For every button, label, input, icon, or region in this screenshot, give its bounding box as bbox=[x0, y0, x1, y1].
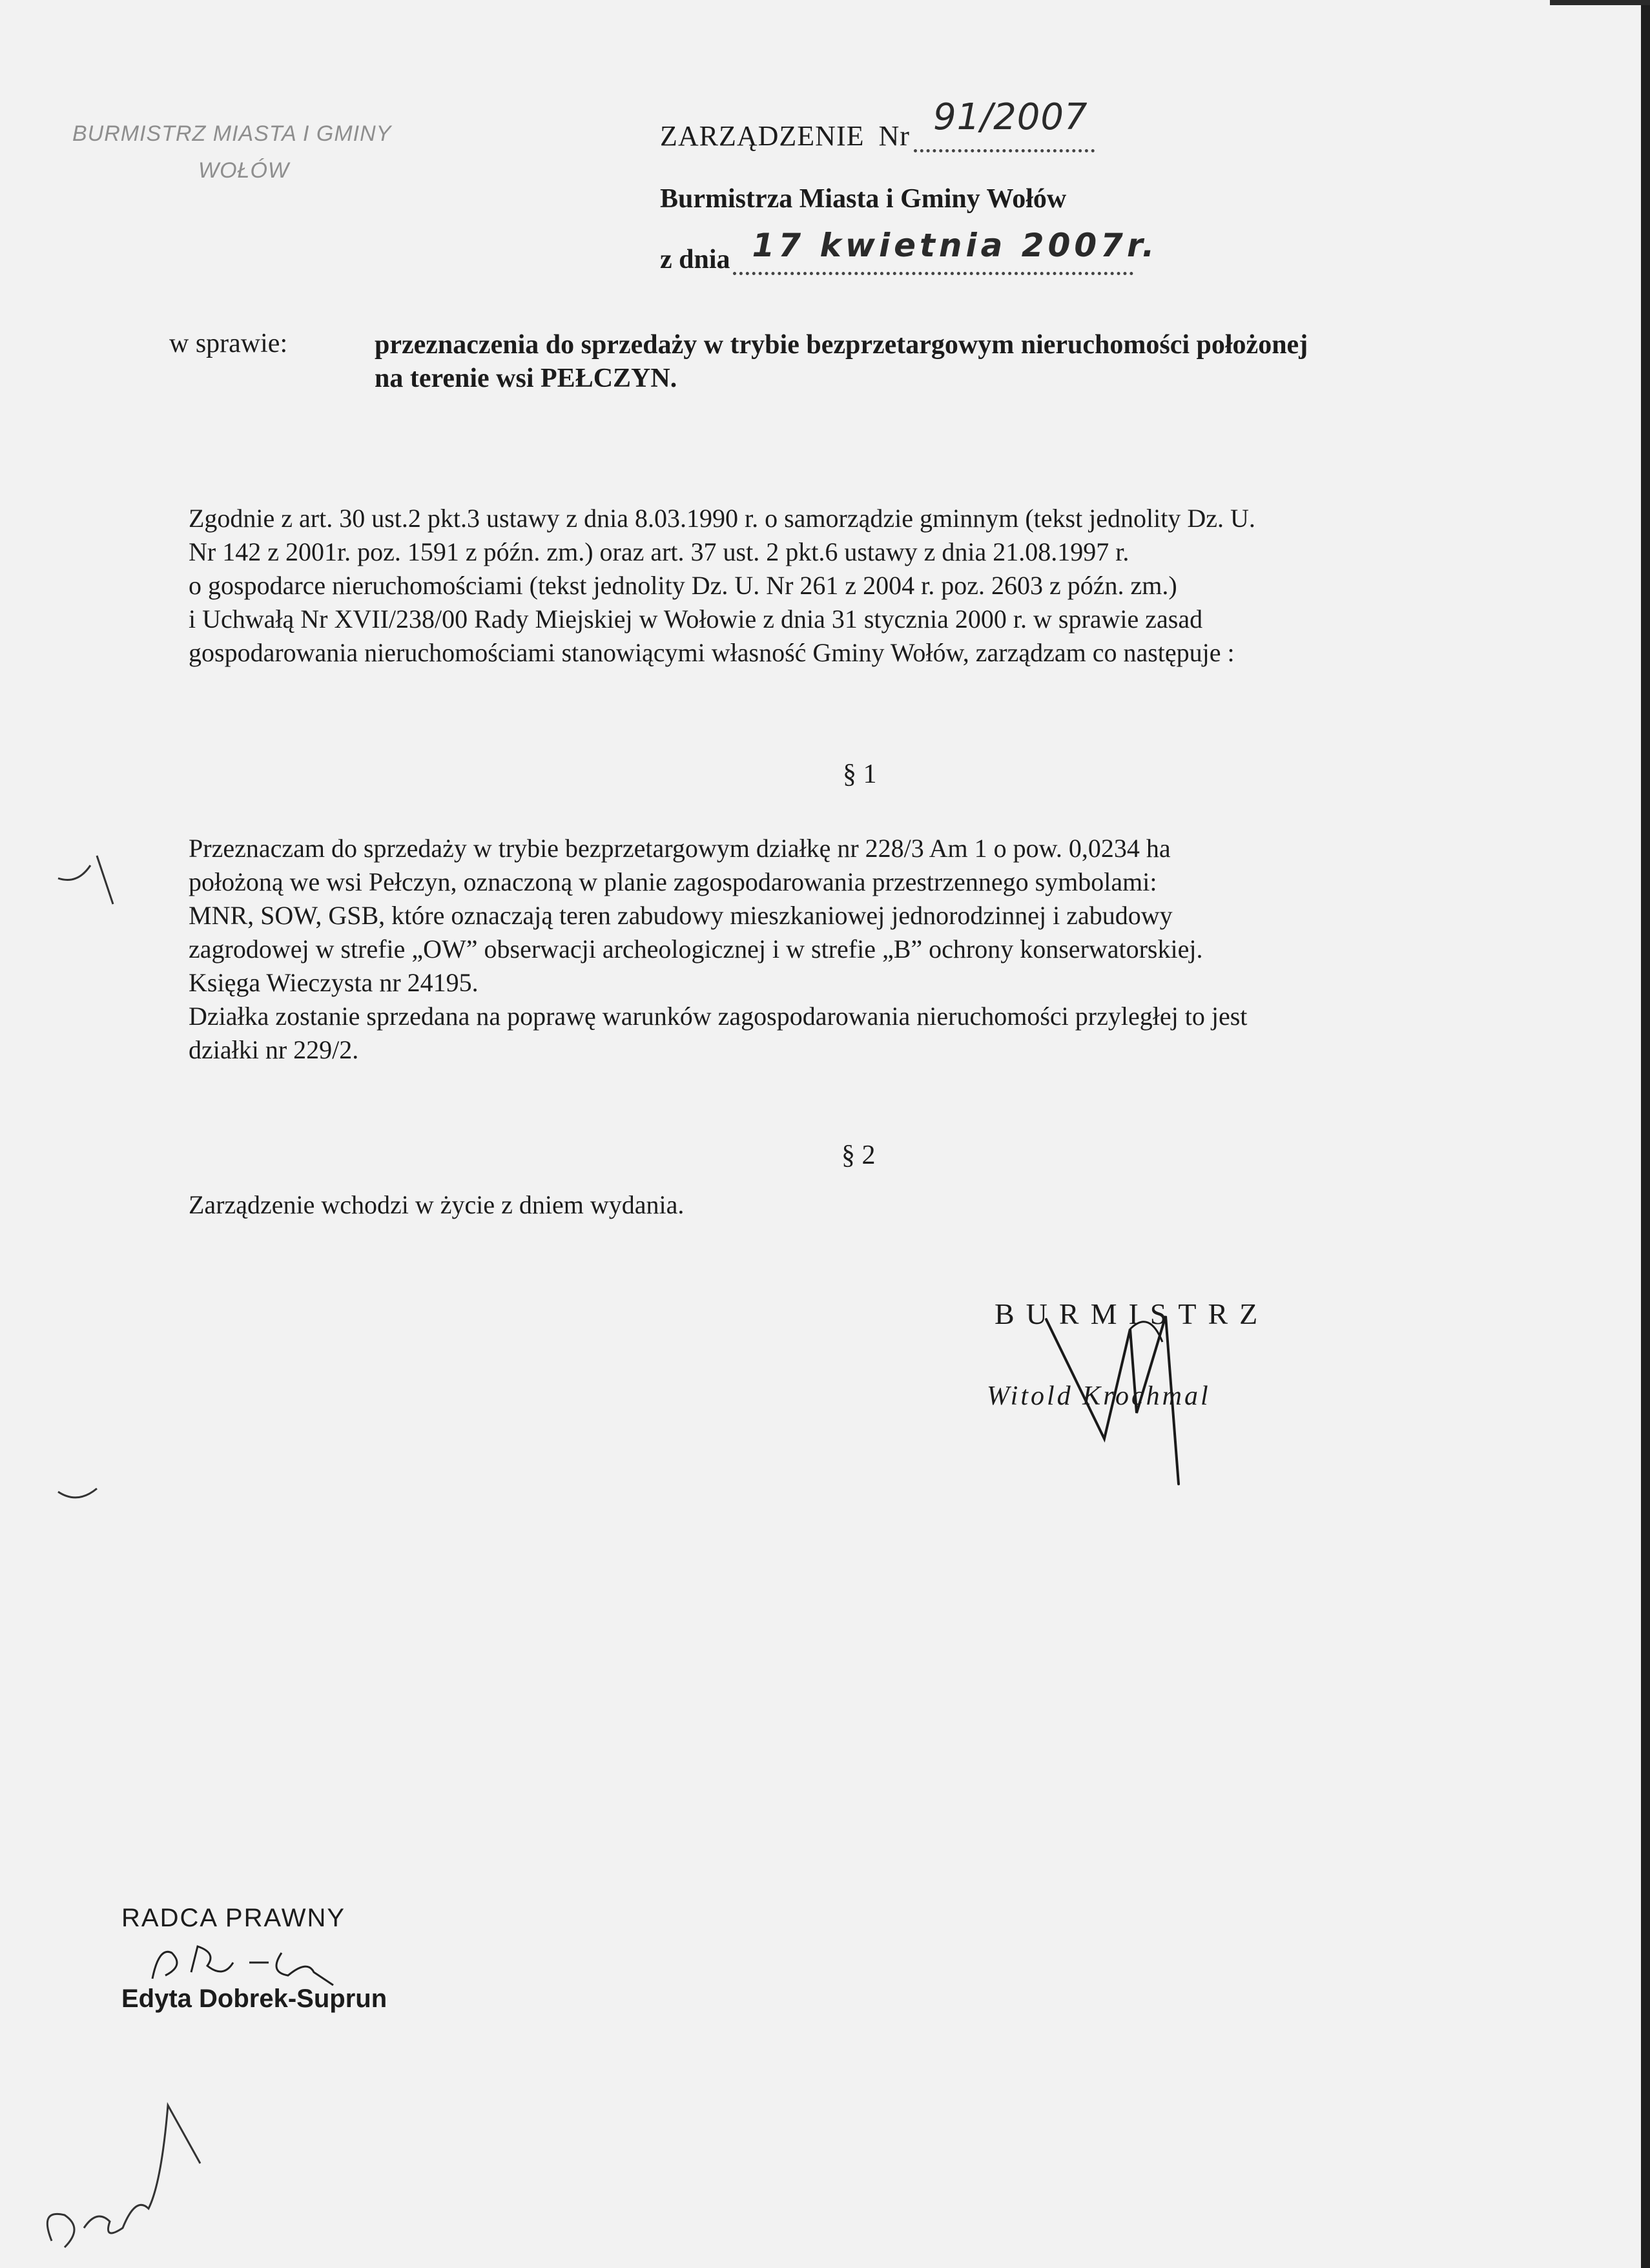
nr-field bbox=[914, 96, 1095, 152]
date-row bbox=[660, 227, 1159, 275]
title-text: ZARZĄDZENIE bbox=[660, 120, 865, 152]
section-1-heading: § 1 bbox=[843, 759, 877, 789]
signature-title: BURMISTRZ bbox=[995, 1297, 1270, 1330]
section-2-heading: § 2 bbox=[841, 1140, 876, 1170]
legal-advisor-block bbox=[121, 1904, 387, 2014]
section-2-body bbox=[189, 1188, 1542, 1222]
subject-line: na terenie wsi PEŁCZYN. bbox=[375, 364, 677, 393]
date-handwritten: 17 kwietnia 2007r. bbox=[752, 227, 1159, 264]
scan-edge bbox=[1641, 0, 1650, 2268]
text-line: i Uchwałą Nr XVII/238/00 Rady Miejskiej w Wołowie z dnia 31 stycznia 2000 r. w sprawie zasad bbox=[189, 604, 1203, 634]
text-line: Zarządzenie wchodzi w życie z dniem wydania. bbox=[189, 1190, 685, 1219]
text-line: gospodarowania nieruchomościami stanowiącymi własność Gminy Wołów, zarządzam co następuje : bbox=[189, 638, 1235, 667]
margin-check-mark-icon bbox=[52, 840, 129, 911]
nr-handwritten: 91/2007 bbox=[933, 96, 1088, 138]
document-title bbox=[660, 96, 1133, 152]
nr-label: Nr bbox=[878, 120, 910, 152]
document-header bbox=[660, 96, 1159, 275]
legal-basis-paragraph bbox=[189, 502, 1542, 670]
issuer-stamp bbox=[72, 121, 460, 183]
text-line: działki nr 229/2. bbox=[189, 1035, 359, 1064]
margin-mark-icon bbox=[52, 1479, 110, 1518]
stamp-line-1: BURMISTRZ MIASTA I GMINY bbox=[72, 121, 392, 146]
text-line: położoną we wsi Pełczyn, oznaczoną w planie zagospodarowania przestrzennego symbolami: bbox=[189, 867, 1157, 896]
legal-advisor-handwritten-signature-icon bbox=[146, 1940, 378, 1992]
subject-label: w sprawie: bbox=[169, 329, 288, 358]
text-line: Nr 142 z 2001r. poz. 1591 z późn. zm.) oraz art. 37 ust. 2 pkt.6 ustawy z dnia 21.08.1997 r. bbox=[189, 537, 1129, 566]
text-line: Działka zostanie sprzedana na poprawę warunków zagospodarowania nieruchomości przyległej to jest bbox=[189, 1002, 1248, 1031]
mayor-handwritten-signature-icon bbox=[1033, 1290, 1227, 1490]
subject-text bbox=[375, 328, 1569, 395]
initials-scribble-icon bbox=[26, 2079, 232, 2260]
text-line: Zgodnie z art. 30 ust.2 pkt.3 ustawy z dnia 8.03.1990 r. o samorządzie gminnym (tekst jednolity Dz. U. bbox=[189, 504, 1255, 533]
subject-line: przeznaczenia do sprzedaży w trybie bezprzetargowym nieruchomości położonej bbox=[375, 330, 1308, 360]
text-line: Księga Wieczysta nr 24195. bbox=[189, 968, 479, 997]
text-line: zagrodowej w strefie „OW” obserwacji archeologicznej i w strefie „B” ochrony konserwatorskiej. bbox=[189, 934, 1203, 964]
text-line: Przeznaczam do sprzedaży w trybie bezprzetargowym działkę nr 228/3 Am 1 o pow. 0,0234 ha bbox=[189, 834, 1171, 863]
legal-advisor-name: Edyta Dobrek-Suprun bbox=[121, 1984, 387, 2013]
text-line: MNR, SOW, GSB, które oznaczają teren zabudowy mieszkaniowej jednorodzinnej i zabudowy bbox=[189, 901, 1173, 930]
document-subtitle: Burmistrza Miasta i Gminy Wołów bbox=[660, 184, 1067, 214]
stamp-line-2: WOŁÓW bbox=[198, 158, 289, 183]
signature-name: Witold Krochmal bbox=[987, 1381, 1211, 1411]
section-1-body bbox=[189, 832, 1542, 1067]
date-label: z dnia bbox=[660, 245, 730, 274]
legal-advisor-title: RADCA PRAWNY bbox=[121, 1904, 346, 1932]
date-field bbox=[733, 227, 1159, 275]
scan-edge-top bbox=[1550, 0, 1650, 5]
mayor-signature-block bbox=[987, 1297, 1330, 1490]
text-line: o gospodarce nieruchomościami (tekst jednolity Dz. U. Nr 261 z 2004 r. poz. 2603 z późn. zm.) bbox=[189, 571, 1177, 600]
